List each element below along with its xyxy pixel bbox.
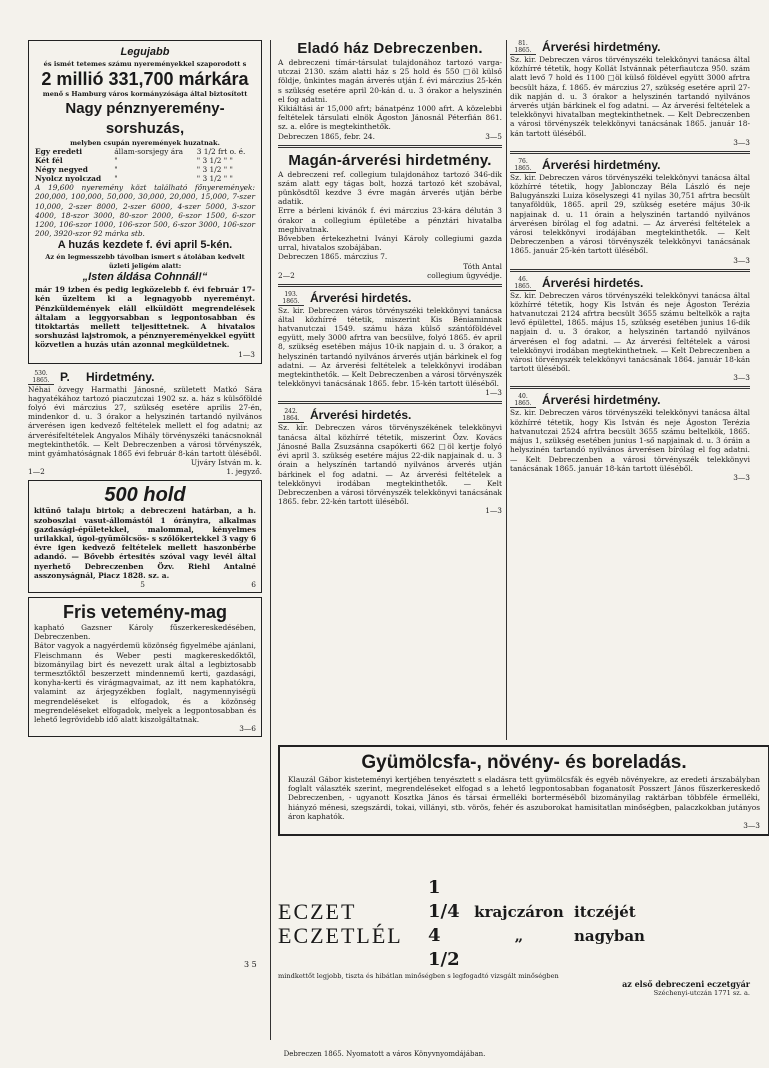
column-1 (28, 40, 262, 737)
vinegar-line-2: ECZETLÉL (278, 923, 403, 948)
fruit-body: Klauzál Gábor kisteteményi kertjében tenyésztett s eladásra tett gyümölcsfák és egyéb növényekre, az eredeti árszabályban foglalt választék szerint, megrendeléseket elfogad s a lehető legpontosabban foganatosít Posszert János fűszerkereskedő Debreczenben, - ugyanott Kosztka János és társai érmelléki borterméséből bizományilag raktárban többféle érmelléki, hiányzó ménesi, szegszárdi, tokai, villányi, stb. vörös, fehér és aszuborokat hamisitatlan minőségben, palaczkokban jutányos áron kaphatók. (288, 775, 760, 821)
notice-title: Hirdetmény. (86, 369, 155, 384)
house-sale-place: Debreczen 1865, febr. 24. (278, 131, 375, 141)
lottery-footer: 1—3 (238, 349, 255, 359)
hold-title: 500 hold (104, 484, 186, 507)
notice-signer-title: 1. jegyző. (226, 467, 262, 477)
auction-notice-title: Árverési hirdetmény. (542, 393, 661, 408)
column-divider (270, 40, 271, 1040)
divider (278, 145, 502, 148)
column-2 (278, 40, 502, 515)
lottery-subtitle: melyben csupán nyeremények huzatnak. (70, 138, 220, 147)
vinegar-body: mindkettőt legjobb, tiszta és hibátlan minőségben s legfogadtó vizsgált minőségben (278, 972, 559, 980)
private-auction-body: A debreczeni ref. collegium tulajdonához tartozó 346-dik szám alatt egy tágas bolt, hozzá tartozó két szobával, pünkösdtől kezdve 3 évre magán árverés utján bérbe adatik. (278, 169, 502, 207)
auction-notice-body: Sz. kir. Debreczen város törvényszéki telekkönyvi tanácsa által közhírré tétetik, hogy Jablonczay Béla László és neje Balugyánszki Luiza köselyszegi 41 nyilas 30,751 afrtra becsült tanyaföldük, 1865. april 29, szükség esetére május 30-ik napjainak d. u. 11 órain a helyszinén tartandó nyilvános árverésen bírólag el fog adatni. — Az árverési feltételek a városi telekkönyvi irodájában megtekinthetők. — Kelt Debreczenben a városi törvényszék telekkönyvi tanácsának 1865. január 25-kén tartott üléséből. (510, 172, 750, 256)
auction-notice-4: 76. 1865. Árverési hirdetmény. Sz. kir. Debreczen város törvényszéki telekkönyvi tanácsa által közhírré tétetik, hogy Jablonczay Béla László és neje Balugyánszki Luiza köselyszegi 41 nyilas 30,751 afrtra becsült tanyaföldük, 1865. april 29, szükség esetére május 30-ik napjainak d. u. 11 órain a helyszinén tartandó nyilvános árverésen bírólag el fog adatni. — Az árverési feltételek a városi telekkönyvi irodájában megtekinthetők. — Kelt Debreczenben a városi törvényszék telekkönyvi tanácsának 1865. január 25-kén tartott üléséből. 3—3 (510, 157, 750, 265)
house-sale-body: A debreczeni tímár-társulat tulajdonához tartozó varga-utczai 2130. szám alatti ház s 25 hold és 550 □öl külső földje, ünkintes magán árverés utján f. évi márczius 25-kén s szükség esetére april 20-kán d. u. 3 órakor a helyszinén el fog adatni. (278, 58, 502, 104)
house-sale-title: Eladó ház Debreczenben. (297, 40, 483, 57)
auction-notice-6: 40. 1865. Árverési hirdetmény. Sz. kir. Debreczen város törvényszéki telekkönyvi tanácsa által közhírré tétetik, hogy Kis István és neje Ágoston Terézia hatvanutczai 2524 afrtra becsült 3655 számu beltelkök, 1865. május 1, szükség esetében junius 1-ső napjainak d. u. 3 óráin a helyszinén tartandó nyilvános árverésen bírólag el fog adatni. — Kelt Debreczenben a városi törvényszék telekkönyvi tanácsának 1865. január 18-kán tartott üléséből. 3—3 (510, 393, 750, 482)
private-auction-signer: Tóth Antal (463, 261, 502, 271)
private-auction-title: Magán-árverési hirdetmény. (288, 151, 492, 169)
auction-notice-body: Sz. kir. Debreczen város törvényszékének telekkönyvi tanácsa által közhírré tétetik, miszerint Özv. Kovács Jánosné Balla Zsuzsánna csapókerti 662 □öl kertje folyó évi april 3. szükség esetére május 22-dik napjainak d. u. 3 órain a helyszínén tartandó nyilvános árverés utján bárkinek el fog adatni. — Az árverési feltételek a telekkönyvi irodában megtekinthetők. — Kelt Debreczenben a városi törvényszék telekkönyvi tanácsának 1865. febr. 22-kén tartott üléséből. (278, 423, 502, 507)
seeds-ad: Fris vetemény-mag kapható Gazsner Károly fűszerkereskedésében, Debreczenben. Bátor vagyok a nagyérdemü közönség figyelmébe ajánlani, Fleischmann és Weber pesti magkereskedőktől, bizományilag birt és nevezett urak által a legbiztosabb termesztőktől beszerzett mindennemű kerti, gazdasági, konyha-kerti és virágmagvaimat, az itt nem kaphatókra, valamint az árjegyzékben foglalt, nagymennyiségü megrendeléseket is elfogadok, és a közönség megrendeléseket elfogadok, melyek a legpontosabban és lehető legrövidebb idő alatt kiszolgáltatnak. 3—6 (28, 597, 262, 737)
lottery-body-2: már 19 izben és pedig legközelebb f. évi február 17-kén üzeltem ki a legnagyobb nyereményt. Pénzküldemények eláll elküldött megrendelések általam a leggyorsabban s legpontosabban és titoktartás mellett teljesittetnek. A hivatalos sorshuzási lajstromok, a pénznyereményekkel együtt közvetlen a huzás után azonnal megküldetnek. (35, 285, 255, 350)
vinegar-company: az első debreczeni eczetgyár (622, 979, 750, 990)
auction-notice-title: Árverési hirdetmény. (542, 40, 661, 54)
vinegar-price-1: 1 1/4 (428, 877, 460, 922)
auction-notice-title: Árverési hirdetmény. (542, 157, 661, 172)
hold-body: kitünő talaju birtok; a debreczeni határban, a h. szoboszlai vasut-állomástól 1 órányira, alkalmas gazdasági-épületekkel, malommal, kényelmes urilakkal, úgol-gyümölcsös- s szőlőkertekkel 3 vagy 6 évre igen kedvező feltételek mellett haszonbérbe adandó. — Bővebb értesités szóval vagy levél által nyerhető Debreczenben Özv. Riehl Antalné asszonyságnál, Piacz 1828. sz. a. (34, 506, 256, 580)
vinegar-right-2: nagyban (574, 927, 645, 945)
auction-notice-title: Árverési hirdetés. (310, 290, 412, 305)
lottery-ad (28, 40, 262, 364)
private-auction-body-2: Erre a bérleni kivánók f. évi márczius 23-kára délután 3 órakor a collegium épületébe a pénztári hivatalba meghivatnak. (278, 206, 502, 234)
hirdetmeny-notice (28, 370, 262, 477)
vinegar-line-1: ECZET (278, 899, 357, 924)
lottery-title: Nagy pénznyeremény-sorshuzás, (65, 99, 225, 137)
auction-notice-body: Sz. kir. Debreczen város törvényszéki telekkönyvi tanácsa által közhírré tétetik, hogy Kis István és neje Ágoston Terézia hatvanutczai 2124 afrtra becsült 3655 számu beltelkök a rajta levő épülettel, 1865. május 15, szükség esetében junius 16-dik napjain d. u. 3 órakor, a helyszinén tartandó nyilvános árverésen el fog adatni. — Az árverési feltételek a városi telekkönyvi irodában megtekinthetnek. — Kelt Debreczenben a városi törvényszék telekkönyvi tanácsának 1864. január 18-kán tartott üléséből. (510, 290, 750, 374)
lottery-price-table (35, 147, 255, 183)
seeds-title: Fris vetemény-mag (62, 601, 228, 622)
divider (278, 284, 502, 287)
notice-letter: P. (60, 369, 70, 384)
auction-notice-title: Árverési hirdetés. (310, 408, 412, 423)
house-sale-body-2: Kikiáltási ár 15,000 afrt; bánatpénz 1000 afrt. A közelebbi feltételek társulati elnök Ágoston Jánosnál Péterfián 861. sz. a. előre is megtekinthetők. (278, 104, 502, 132)
column-3 (510, 40, 750, 482)
notice-number: 530. 1865. (28, 370, 54, 385)
lottery-amount-note: menő s Hamburg város kormányzósága által biztosított (42, 90, 248, 99)
fruit-title: Gyümölcsfa-, növény- és boreladás. (361, 752, 687, 773)
lottery-motto: „Isten áldása Cohnnál!“ (82, 271, 208, 284)
lottery-intro: és ismét tetemes számu nyereményekkel szaporodott s (43, 60, 247, 68)
table-row: Nyolcz nyolczad " " 3 1/2 " " (35, 174, 233, 184)
divider (510, 386, 750, 389)
divider (278, 401, 502, 404)
column-divider (506, 40, 507, 740)
private-auction-body-3: Bővebben értekezhetni Iványi Károly collegiumi gazda urral, hivatalos szobájában. (278, 234, 502, 253)
notice-foot: 1—2 (28, 467, 45, 477)
lottery-heading: Legujabb (120, 46, 170, 58)
vinegar-address: Széchenyi-utczán 1771 sz. a. (653, 988, 750, 997)
vinegar-price-2: 4 1/2 (428, 925, 460, 970)
auction-notice-3: 81. 1865. Árverési hirdetmény. Sz. kir. Debreczen város törvényszéki telekkönyvi tanácsa által közhírré tétetik, hogy Kollát Istvánnak péterfiautcza 950. szám alatt levő 7 hold és 1100 □öl külső földével együtt 3000 afrtra becsült háza, f. 1865. év márczius 27, szükség esetére april 27-dik napján d. u. 3 órakor a helyszinén tartandó nyilvános árverés utján bárkinek el fog adatni. — Az árverési feltételek a telekkönyvi hivatalban megtekinthetnek. — Kelt Debreczenben a városi törvényszék telekkönyvi tanácsának 1865. január 18-kán tartott üléséből. 3—3 (510, 40, 750, 147)
auction-notice-2: 242. 1864. Árverési hirdetés. Sz. kir. Debreczen város törvényszékének telekkönyvi tanácsa által közhírré tétetik, miszerint Özv. Kovács Jánosné Balla Zsuzsánna csapókerti 662 □öl kertje folyó évi april 3. szükség esetére május 22-dik napjainak d. u. 3 órain a helyszínén tartandó nyilvános árverés utján bárkinek el fog adatni. — Az árverési feltételek a telekkönyvi irodában megtekinthetők. — Kelt Debreczenben a városi törvényszék telekkönyvi tanácsának 1865. febr. 22-kén tartott üléséből. 1—3 (278, 408, 502, 516)
auction-notice-body: Sz. kir. Debreczen város törvényszéki telekkönyvi tanácsa által közhírré tétetik, hogy Kollát Istvánnak péterfiautcza 950. szám alatt levő 7 hold és 1100 □öl külső földével együtt 3000 afrtra becsült háza, f. 1865. év márczius 27, szükség esetére april 27-dik napján d. u. 3 órakor a helyszinén tartandó nyilvános árverés utján bárkinek el fog adatni. — Az árverési feltételek a telekkönyvi hivatalban megtekinthetnek. — Kelt Debreczenben a városi törvényszék telekkönyvi tanácsának 1865. január 18-kán tartott üléséből. (510, 55, 750, 138)
auction-notice-5: 46. 1865. Árverési hirdetés. Sz. kir. Debreczen város törvényszéki telekkönyvi tanácsa által közhírré tétetik, hogy Kis István és neje Ágoston Terézia hatvanutczai 2124 afrtra becsült 3655 számu beltelkök a rajta levő épülettel, 1865. május 15, szükség esetében junius 16-dik napjain d. u. 3 órakor, a helyszinén tartandó nyilvános árverésen el fog adatni. — Az árverési feltételek a városi telekkönyvi irodában megtekinthetnek. — Kelt Debreczenben a városi törvényszék telekkönyvi tanácsának 1864. január 18-kán tartott üléséből. 3—3 (510, 275, 750, 383)
private-auction-ad: Magán-árverési hirdetmény. A debreczeni ref. collegium tulajdonához tartozó 346-dik szám alatt egy tágas bolt, hozzá tartozó két szobával, pünkösdtől kezdve 3 évre magán árverés utján bérbe adatik. Erre a bérleni kivánók f. évi márczius 23-kára délután 3 órakor a collegium épületébe a pénztári hivatalba meghivatnak. Bővebben értekezhetni Iványi Károly collegiumi gazda urral, hivatalos szobájában. Debreczen 1865. márczius 7. Tóth Antal 2—2 collegium ügyvédje. (278, 151, 502, 280)
divider (510, 151, 750, 154)
house-sale-ad: Eladó ház Debreczenben. A debreczeni tímár-társulat tulajdonához tartozó varga-utczai 2130. szám alatti ház s 25 hold és 550 □öl külső földje, ünkintes magán árverés utján f. évi márczius 25-kén s szükség esetére april 20-kán d. u. 3 órakor a helyszinén el fog adatni. Kikiáltási ár 15,000 afrt; bánatpénz 1000 afrt. A közelebbi feltételek társulati elnök Ágoston Jánosnál Péterfián 861. sz. a. előre is megtekinthetők. Debreczen 1865, febr. 24. 3—5 (278, 40, 502, 141)
lottery-body: A 19,600 nyeremény közt található főnyeremények: 200,000, 100,000, 50,000, 30,000, 20,000, 15,000, 7-szer 10,000, 2-szer 8000, 2-szer 6000, 4-szer 5000, 3-szor 4000, 18-szor 3000, 80-szor 2000, 6-szor 1500, 6-szor 1200, 106-szor 1000, 106-szor 500, 6-szor 3000, 106-szor 200, 3920-szor 92 márka stb. (35, 183, 255, 239)
notice-body: Néhai özvegy Harmathi Jánosné, született Matkó Sára hagyatékához tartozó piaczutczai 1902 sz. a. ház s külsőföldé folyó évi márczius 27, szükség esetére aprilis 27-én, mindenkor d. u. 3 órakor a helyszinén tartandó nyilvános árverésen igen kedvező feltételek mellett el fog adatni; az árverésifeltételek Angyalos Mihály törvényszéki tanácsnoknál megtekinthetők. — Kelt Debreczenben a városi törvényszék, mint gyámhatóságnak 1865 évi február 8-kán tartott üléséből. (28, 384, 262, 459)
auction-notice-body: Sz. kir. Debreczen város törvényszéki telekkönyvi tanácsa által közhírré tétetik, miszerint Kis Béniaminnak hatvanutczai 1549. számu háza külső szántóföldével együtt, mely 3000 afrtra van becsülve, folyó 1865. év april 8, szükség esetében május 10-ik napjain d. u. 3 órakor, a helyszinén tartandó nyilvános árverés utján bárkinek el fog adatni. — Az árverési feltételek a telekkönyvi irodában megtekinthetők. — Kelt Debreczenben a városi törvényszék telekkönyvi tanácsának 1865. febr. 15-kén tartott üléséből. (278, 305, 502, 389)
seeds-body: Bátor vagyok a nagyérdemü közönség figyelmébe ajánlani, Fleischmann és Weber pesti magkereskedőktől, bizományilag birt és nevezett urak által a legbiztosabb termesztőktől beszerzett mindennemű kerti, gazdasági, konyha-kerti és virágmagvaimat, az itt nem kaphatókra, valamint az árjegyzékben foglalt, nagymennyiségü megrendeléseket is elfogadok, és a közönség megrendeléseket elfogadok, melyek a legpontosabban és lehető legrövidebb idő alatt kiszolgáltatnak. (34, 641, 256, 724)
printer-footer: Debreczen 1865. Nyomatott a város Könyvnyomdájában. (283, 1050, 486, 1058)
table-row: Egy eredeti állam-sorsjegy ára 3 1/2 frt o. é. (35, 147, 246, 157)
lottery-date: A huzás kezdete f. évi april 5-kén. (57, 239, 233, 252)
notice-signer: Ujváry István m. k. (190, 458, 262, 468)
vinegar-ad (278, 876, 750, 997)
auction-notice-body: Sz. kir. Debreczen város törvényszéki telekkönyvi tanácsa által közhírré tétetik, hogy Kis István és neje Ágoston Terézia hatvanutczai 2524 afrtra becsült 3655 számu beltelkök, 1865. május 1, szükség esetében junius 1-ső napjainak d. u. 3 óráin a helyszinén tartandó nyilvános árverésen bírólag el fog adatni. — Kelt Debreczenben a városi törvényszék telekkönyvi tanácsának 1865. január 18-kán tartott üléséből. (510, 408, 750, 473)
divider (510, 269, 750, 272)
auction-notice-title: Árverési hirdetés. (542, 275, 644, 290)
vinegar-unit: krajczáron (474, 903, 564, 921)
table-row: Négy negyed " " 3 1/2 " " (35, 165, 233, 175)
private-auction-place: Debreczen 1865. márczius 7. (278, 252, 388, 262)
vinegar-ditto: „ (514, 927, 524, 945)
seeds-lead: kapható Gazsner Károly fűszerkereskedésében, Debreczenben. (34, 622, 256, 642)
lottery-note: Az én legmesszebb távolban ismert s átolában kedvelt üzleti jeligém alatt: (45, 253, 245, 270)
page-fragment: 3 5 (244, 960, 257, 969)
hold-ad: 500 hold kitünő talaju birtok; a debreczeni határban, a h. szoboszlai vasut-állomástól 1 órányira, alkalmas gazdasági-épületekkel, malommal, kényelmes urilakkal, úgol-gyümölcsös- s szőlőkertekkel 3 vagy 6 évre igen kedvező feltételek mellett haszonbérbe adandó. — Bővebb értesités szóval vagy levél által nyerhető Debreczenben Özv. Riehl Antalné asszonyságnál, Piacz 1828. sz. a. 5 6 (28, 480, 262, 593)
auction-notice-1: 193. 1865. Árverési hirdetés. Sz. kir. Debreczen város törvényszéki telekkönyvi tanácsa által közhírré tétetik, miszerint Kis Béniaminnak hatvanutczai 1549. számu háza külső szántóföldével együtt, mely 3000 afrtra van becsülve, folyó 1865. év april 8, szükség esetében május 10-ik napjain d. u. 3 órakor, a helyszinén tartandó nyilvános árverés utján bárkinek el fog adatni. — Az árverési feltételek a telekkönyvi irodában megtekinthetők. — Kelt Debreczenben a városi törvényszék telekkönyvi tanácsának 1865. febr. 15-kén tartott üléséből. 1—3 (278, 290, 502, 398)
table-row: Két fél " " 3 1/2 " " (35, 156, 233, 166)
vinegar-right-1: itczéjét (574, 903, 636, 921)
fruit-wine-ad: Gyümölcsfa-, növény- és boreladás. Klauzál Gábor kisteteményi kertjében tenyésztett s eladásra tett gyümölcsfák és egyéb növényekre, az eredeti árszabályban foglalt választék szerint, megrendeléseket elfogad s a lehető legpontosabban foganatosít Posszert János fűszerkereskedő Debreczenben, - ugyanott Kosztka János és társai érmelléki borterméséből bizományilag raktárban többféle érmelléki, hiányzó ménesi, szegszárdi, tokai, villányi, stb. vörös, fehér és aszuborokat hamisitatlan minőségben, palaczkokban jutányos áron kaphatók. 3—3 (278, 745, 769, 836)
lottery-amount: 2 millió 331,700 márkára (41, 69, 249, 90)
